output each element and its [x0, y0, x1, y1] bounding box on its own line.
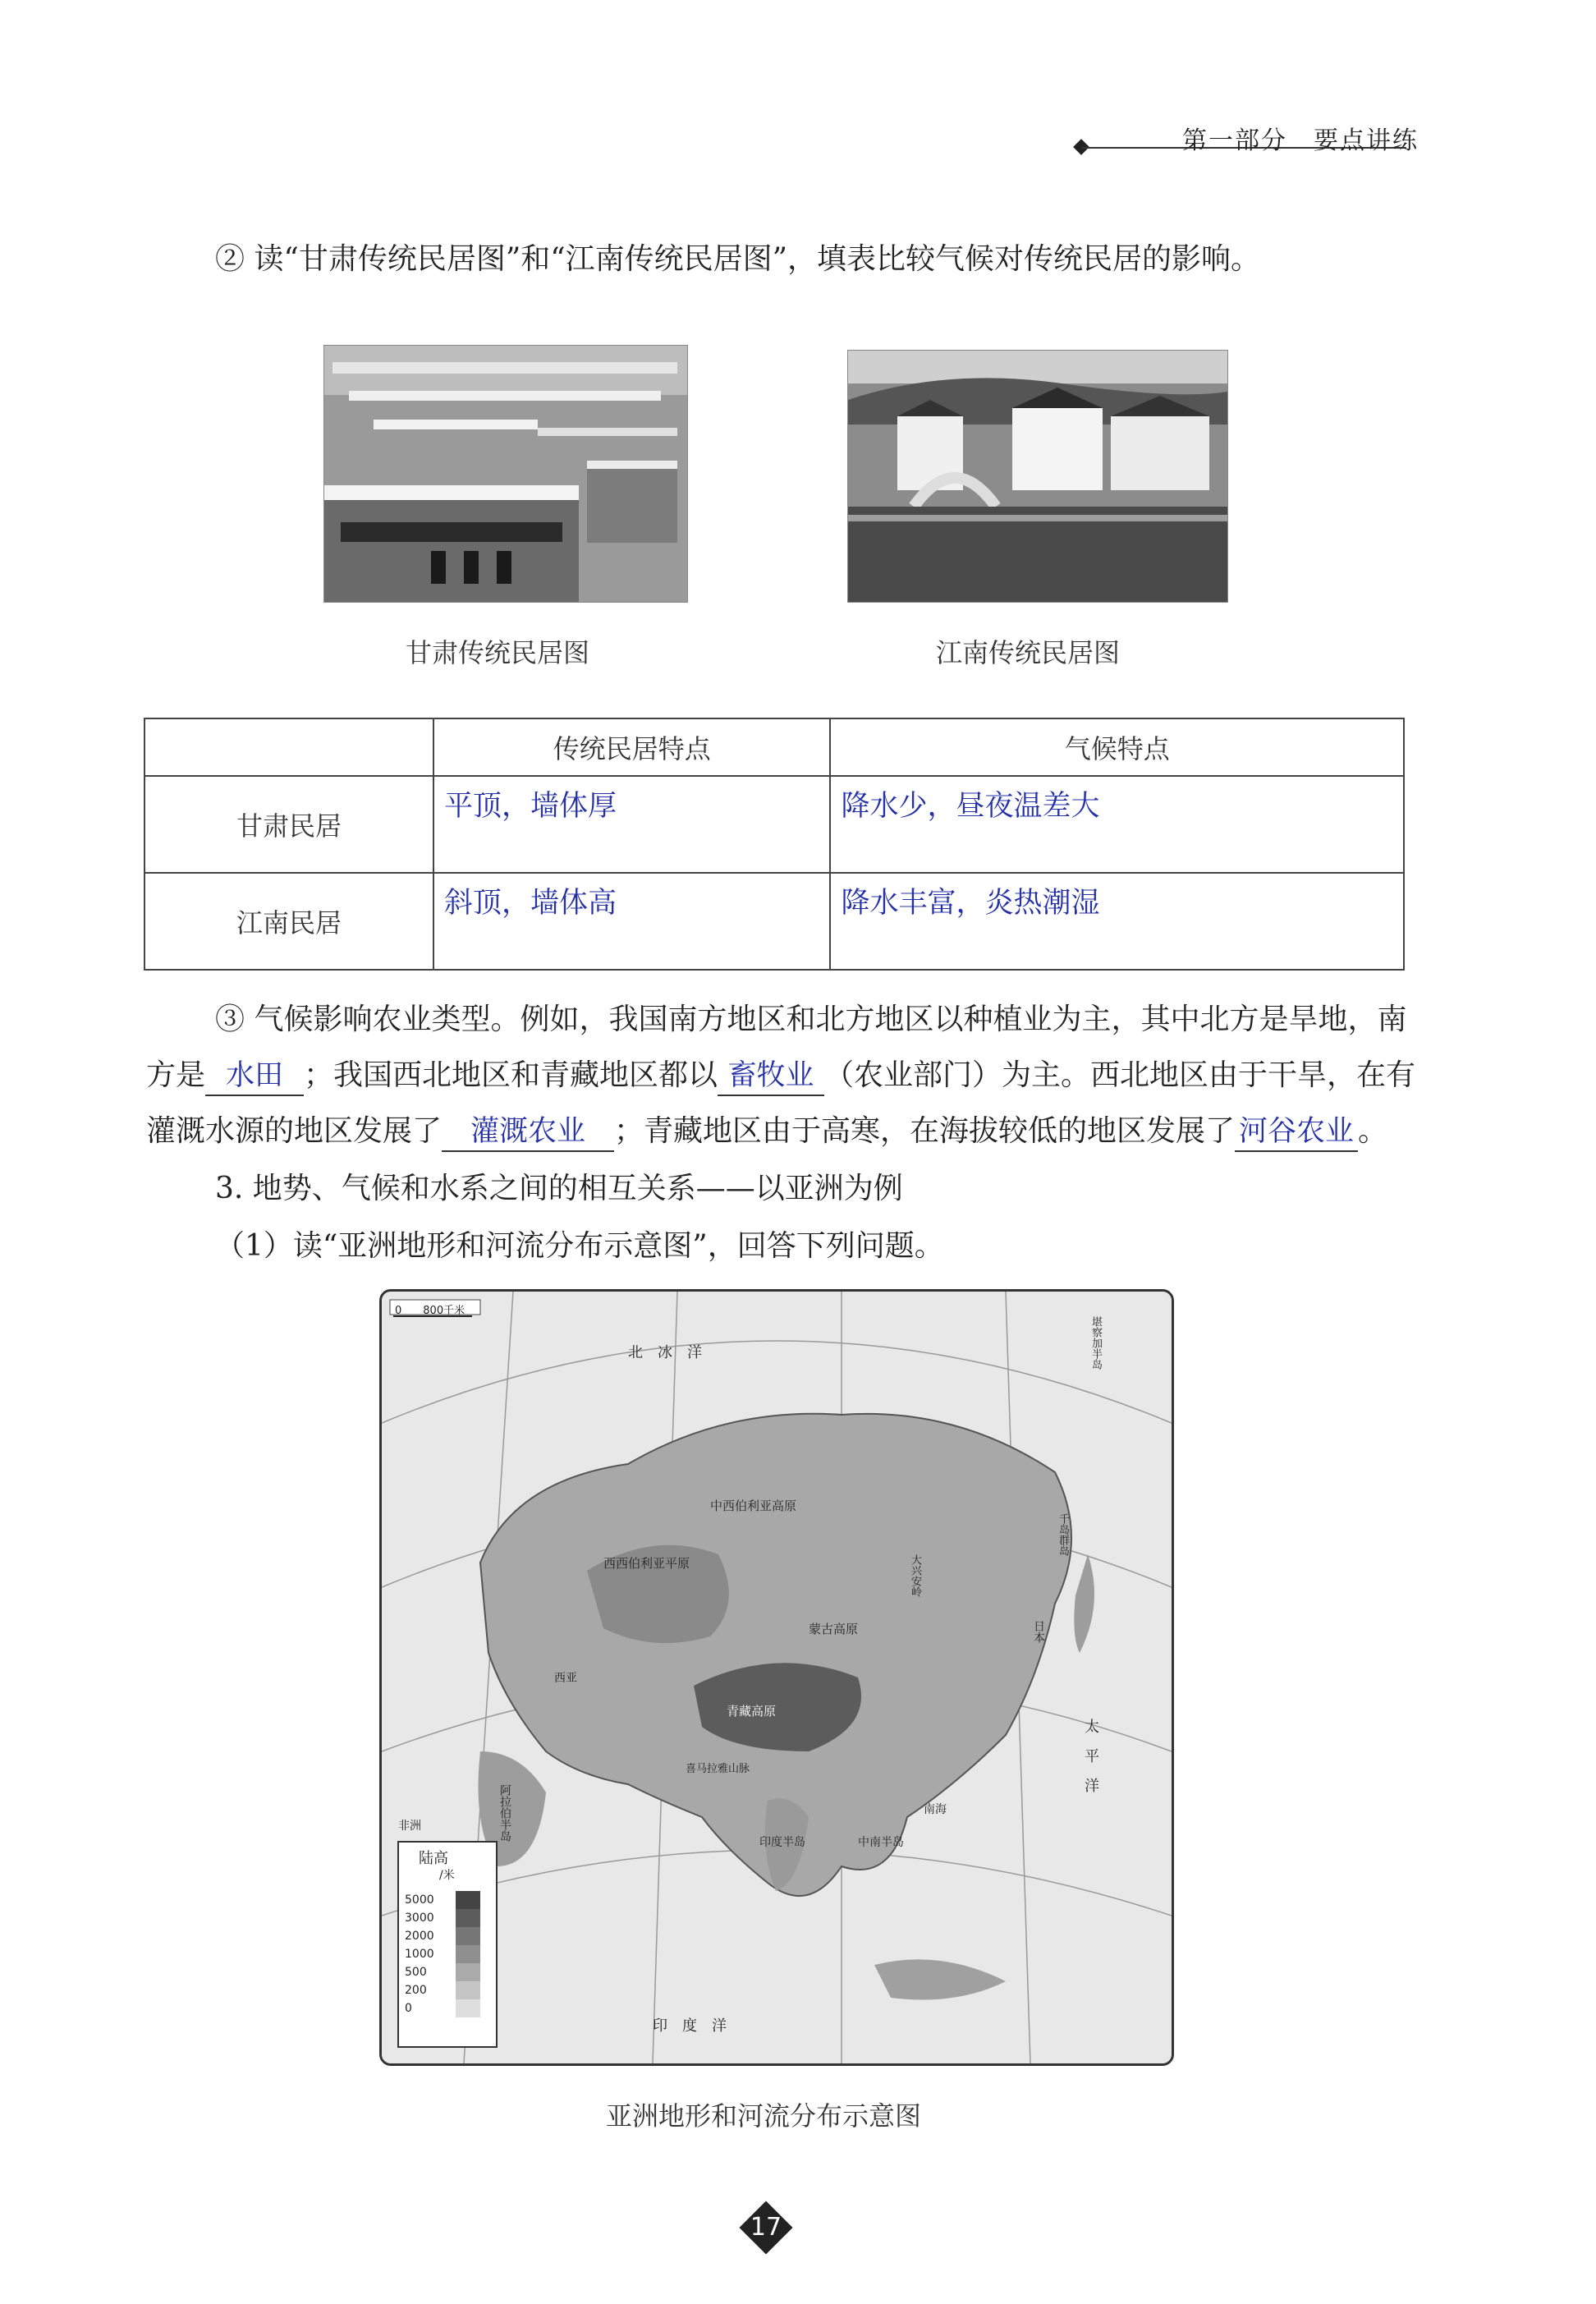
answer-blank-1: 水田: [205, 1057, 304, 1096]
map-scale-label: 0 800千米: [395, 1305, 466, 1317]
jiangnan-house-photo: [847, 350, 1228, 603]
legend-level: 5000: [405, 1893, 434, 1907]
q3-text: 灌溉水源的地区发展了: [146, 1114, 443, 1148]
jiangnan-feature-answer: 斜顶，墙体高: [433, 873, 830, 970]
map-label: 大兴安岭: [909, 1554, 921, 1597]
question-3-line1: ③ 气候影响农业类型。例如，我国南方地区和北方地区以种植业为主，其中北方是旱地，南: [215, 1003, 1407, 1036]
answer-blank-2: 畜牧业: [718, 1057, 824, 1096]
jiangnan-photo-caption: 江南传统民居图: [936, 637, 1121, 668]
map-label: 千岛群岛: [1057, 1513, 1069, 1556]
map-label: 西亚: [554, 1672, 577, 1685]
gansu-climate-answer: 降水少，昼夜温差大: [830, 776, 1404, 873]
q3-text: 方是: [146, 1058, 206, 1092]
gansu-photo-caption: 甘肃传统民居图: [406, 637, 590, 668]
legend-levels: [405, 1891, 434, 2017]
page-number: 17: [750, 2213, 782, 2242]
table-row: [144, 776, 1404, 873]
map-label: 印度半岛: [759, 1836, 805, 1849]
answer-blank-3: 灌溉农业: [442, 1113, 614, 1152]
legend-level: 0: [405, 2002, 412, 2015]
header-title: 第一部分 要点讲练: [1182, 126, 1419, 155]
map-label: 青藏高原: [727, 1704, 777, 1719]
map-label: 中西伯利亚高原: [710, 1499, 797, 1513]
map-label: 北 冰 洋: [628, 1344, 702, 1361]
jiangnan-climate-answer: 降水丰富，炎热潮湿: [830, 873, 1404, 970]
map-label: 阿拉伯半岛: [498, 1784, 511, 1842]
legend-level: 200: [405, 1984, 427, 1997]
question-2-text: ② 读“甘肃传统民居图”和“江南传统民居图”，填表比较气候对传统民居的影响。: [215, 242, 1261, 276]
map-label: 印 度 洋: [653, 2017, 727, 2035]
legend-level: 500: [405, 1966, 427, 1979]
q3-text: ；我国西北地区和青藏地区都以: [304, 1058, 718, 1092]
answer-blank-4: 河谷农业: [1235, 1113, 1358, 1152]
map-label: 西西伯利亚平原: [603, 1556, 690, 1571]
map-label: 喜马拉雅山脉: [686, 1763, 750, 1775]
section-3-sub1: （1）读“亚洲地形和河流分布示意图”，回答下列问题。: [215, 1229, 944, 1263]
legend-level: 3000: [405, 1912, 434, 1925]
gansu-house-photo: [323, 345, 688, 603]
q3-text: 。: [1358, 1114, 1388, 1148]
asia-terrain-map: [379, 1289, 1174, 2066]
legend-level: 1000: [405, 1948, 434, 1961]
q3-text: ；青藏地区由于高寒，在海拔较低的地区发展了: [614, 1114, 1236, 1148]
map-label: 非洲: [398, 1820, 421, 1833]
table-header-climate: 气候特点: [830, 718, 1404, 776]
section-3-title: 3. 地势、气候和水系之间的相互关系——以亚洲为例: [215, 1172, 903, 1205]
q3-text: （农业部门）为主。西北地区由于干旱，在有: [824, 1058, 1416, 1092]
row-label-jiangnan: 江南民居: [144, 873, 433, 970]
table-row: [144, 873, 1404, 970]
legend-level: 2000: [405, 1930, 434, 1943]
legend-title: 陆高: [419, 1850, 448, 1867]
map-label: 蒙古高原: [809, 1622, 859, 1636]
map-label: 中南半岛: [858, 1836, 904, 1849]
gansu-feature-answer: 平顶，墙体厚: [433, 776, 830, 873]
map-label: 日本: [1032, 1620, 1045, 1643]
table-header-empty: [144, 718, 433, 776]
map-label: 南海: [924, 1803, 947, 1816]
map-caption: 亚洲地形和河流分布示意图: [606, 2100, 922, 2132]
legend-unit: /米: [439, 1869, 455, 1882]
comparison-table: [144, 718, 1405, 971]
map-label: 太 平 洋: [1082, 1719, 1099, 1792]
table-header-feature: 传统民居特点: [433, 718, 830, 776]
row-label-gansu: 甘肃民居: [144, 776, 433, 873]
map-label: 堪察加半岛: [1089, 1316, 1102, 1370]
question-3-line3: [146, 1105, 1387, 1158]
question-3-line2: [146, 1049, 1415, 1102]
